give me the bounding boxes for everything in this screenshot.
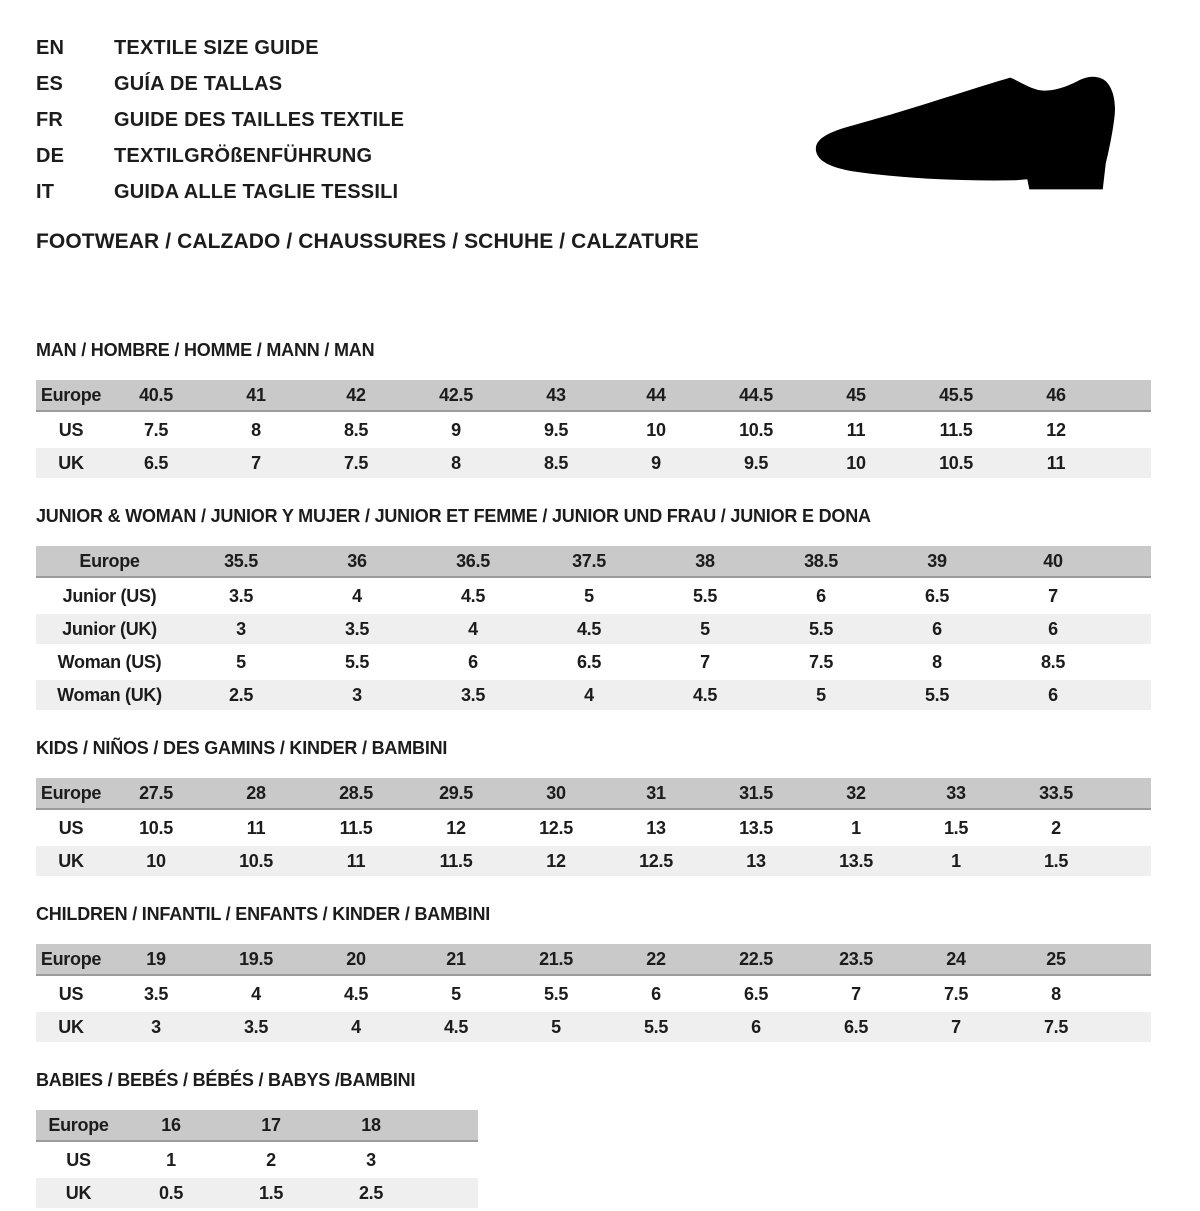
row-filler [1111,581,1151,611]
size-value: 6 [763,581,879,611]
row-filler [1111,546,1151,578]
size-value: 7 [206,448,306,478]
size-value: 7 [647,647,763,677]
row-filler [1106,1012,1151,1042]
size-value: 3 [106,1012,206,1042]
row-filler [421,1145,478,1175]
size-value: 30 [506,778,606,810]
size-value: 3.5 [206,1012,306,1042]
size-value: 44.5 [706,380,806,412]
size-value: 9.5 [706,448,806,478]
size-value: 4.5 [531,614,647,644]
row-filler [1106,415,1151,445]
size-value: 19.5 [206,944,306,976]
row-label: UK [36,846,106,876]
size-value: 36 [299,546,415,578]
size-value: 3.5 [183,581,299,611]
size-value: 23.5 [806,944,906,976]
size-value: 11 [306,846,406,876]
shoe-icon [808,64,1142,204]
size-value: 31.5 [706,778,806,810]
size-value: 38.5 [763,546,879,578]
size-value: 8 [406,448,506,478]
row-label: Europe [36,380,106,412]
language-code: ES [36,72,64,95]
size-value: 6.5 [806,1012,906,1042]
size-value: 6.5 [531,647,647,677]
size-value: 21 [406,944,506,976]
size-value: 4.5 [406,1012,506,1042]
size-value: 1.5 [221,1178,321,1208]
size-value: 1.5 [1006,846,1106,876]
size-value: 20 [306,944,406,976]
size-value: 3 [321,1145,421,1175]
size-value: 40 [995,546,1111,578]
size-value: 4 [299,581,415,611]
size-value: 33.5 [1006,778,1106,810]
size-section-junior [36,506,1150,713]
row-label: Europe [36,944,106,976]
size-value: 6.5 [106,448,206,478]
size-value: 16 [121,1110,221,1142]
size-value: 7 [806,979,906,1009]
size-section-babies [36,1070,1150,1211]
section-title-kids: KIDS / NIÑOS / DES GAMINS / KINDER / BAMBINI [36,738,448,758]
size-value: 4 [306,1012,406,1042]
size-value: 6 [995,614,1111,644]
size-value: 21.5 [506,944,606,976]
size-value: 11 [1006,448,1106,478]
row-filler [1106,846,1151,876]
table-row-kids-us [36,813,1151,843]
size-value: 12 [506,846,606,876]
size-value: 1.5 [906,813,1006,843]
size-value: 3.5 [106,979,206,1009]
row-label: US [36,415,106,445]
size-value: 1 [121,1145,221,1175]
size-value: 11.5 [406,846,506,876]
size-value: 33 [906,778,1006,810]
row-filler [1111,647,1151,677]
size-section-kids [36,738,1150,879]
table-row-babies-uk [36,1178,478,1208]
size-value: 6 [606,979,706,1009]
size-value: 13.5 [806,846,906,876]
size-value: 5 [763,680,879,710]
size-value: 3 [183,614,299,644]
size-value: 6 [879,614,995,644]
size-value: 5.5 [606,1012,706,1042]
size-value: 45.5 [906,380,1006,412]
table-row-junior-europe [36,546,1151,578]
row-filler [1106,380,1151,412]
size-value: 13 [606,813,706,843]
size-value: 12.5 [606,846,706,876]
size-value: 8.5 [506,448,606,478]
row-label: Europe [36,1110,121,1142]
size-value: 24 [906,944,1006,976]
size-value: 22 [606,944,706,976]
size-value: 5 [647,614,763,644]
size-value: 28.5 [306,778,406,810]
row-filler [1106,944,1151,976]
section-title-junior: JUNIOR & WOMAN / JUNIOR Y MUJER / JUNIOR ET FEMME / JUNIOR UND FRAU / JUNIOR E DONA [36,506,871,526]
size-value: 10 [106,846,206,876]
size-table-children [36,941,1151,1045]
size-value: 29.5 [406,778,506,810]
size-value: 31 [606,778,706,810]
size-value: 37.5 [531,546,647,578]
size-value: 9 [606,448,706,478]
size-value: 2 [1006,813,1106,843]
size-value: 11.5 [906,415,1006,445]
language-title: GUIDE DES TAILLES TEXTILE [114,108,405,131]
size-table-junior [36,543,1151,713]
size-value: 10 [806,448,906,478]
size-value: 3.5 [299,614,415,644]
size-value: 5.5 [879,680,995,710]
table-row-babies-europe [36,1110,478,1142]
size-value: 13.5 [706,813,806,843]
category-heading: FOOTWEAR / CALZADO / CHAUSSURES / SCHUHE / CALZATURE [36,230,699,253]
size-value: 8.5 [306,415,406,445]
size-value: 36.5 [415,546,531,578]
size-value: 12.5 [506,813,606,843]
language-row-en [36,30,1150,66]
section-title-man: MAN / HOMBRE / HOMME / MANN / MAN [36,340,375,360]
table-row-man-europe [36,380,1151,412]
language-code: DE [36,144,65,167]
table-row-children-us [36,979,1151,1009]
size-value: 7 [906,1012,1006,1042]
size-value: 7.5 [106,415,206,445]
table-row-junior-woman-us [36,647,1151,677]
table-row-children-uk [36,1012,1151,1042]
row-label: US [36,979,106,1009]
row-label: UK [36,1178,121,1208]
size-value: 9.5 [506,415,606,445]
size-value: 45 [806,380,906,412]
size-value: 10.5 [906,448,1006,478]
size-value: 40.5 [106,380,206,412]
size-value: 11 [806,415,906,445]
size-value: 38 [647,546,763,578]
table-row-kids-uk [36,846,1151,876]
size-value: 42.5 [406,380,506,412]
size-value: 4.5 [306,979,406,1009]
size-value: 10.5 [706,415,806,445]
size-value: 12 [1006,415,1106,445]
size-value: 44 [606,380,706,412]
size-value: 12 [406,813,506,843]
size-value: 42 [306,380,406,412]
row-label: Junior (UK) [36,614,183,644]
row-filler [1106,813,1151,843]
size-value: 18 [321,1110,421,1142]
size-value: 7.5 [763,647,879,677]
size-value: 1 [906,846,1006,876]
row-filler [1111,680,1151,710]
table-row-children-europe [36,944,1151,976]
size-value: 6 [706,1012,806,1042]
size-tables [36,340,1150,1211]
row-label: Europe [36,546,183,578]
row-label: Junior (US) [36,581,183,611]
size-value: 17 [221,1110,321,1142]
size-value: 28 [206,778,306,810]
section-title-children: CHILDREN / INFANTIL / ENFANTS / KINDER / BAMBINI [36,904,491,924]
section-title-babies: BABIES / BEBÉS / BÉBÉS / BABYS /BAMBINI [36,1070,416,1090]
row-filler [1111,614,1151,644]
size-value: 6 [415,647,531,677]
size-value: 35.5 [183,546,299,578]
size-value: 9 [406,415,506,445]
size-value: 4 [415,614,531,644]
size-value: 4 [531,680,647,710]
size-value: 13 [706,846,806,876]
size-value: 43 [506,380,606,412]
size-value: 7 [995,581,1111,611]
size-value: 5 [506,1012,606,1042]
size-value: 5.5 [647,581,763,611]
row-filler [421,1110,478,1142]
size-value: 10 [606,415,706,445]
size-value: 11.5 [306,813,406,843]
row-filler [1106,979,1151,1009]
size-section-children [36,904,1150,1045]
size-value: 7.5 [306,448,406,478]
size-value: 5 [183,647,299,677]
size-value: 3.5 [415,680,531,710]
size-value: 2.5 [183,680,299,710]
language-code: IT [36,180,55,203]
size-value: 3 [299,680,415,710]
row-label: US [36,1145,121,1175]
size-value: 8 [206,415,306,445]
size-section-man [36,340,1150,481]
size-value: 7.5 [1006,1012,1106,1042]
size-value: 8 [879,647,995,677]
size-value: 41 [206,380,306,412]
size-value: 2.5 [321,1178,421,1208]
size-value: 32 [806,778,906,810]
size-value: 8.5 [995,647,1111,677]
language-title: TEXTILE SIZE GUIDE [114,36,319,59]
size-value: 0.5 [121,1178,221,1208]
size-value: 4 [206,979,306,1009]
language-code: FR [36,108,64,131]
table-row-junior-woman-uk [36,680,1151,710]
row-label: Woman (US) [36,647,183,677]
size-value: 46 [1006,380,1106,412]
size-value: 27.5 [106,778,206,810]
size-value: 25 [1006,944,1106,976]
size-table-man [36,377,1151,481]
size-value: 7.5 [906,979,1006,1009]
row-filler [1106,778,1151,810]
language-title: GUIDA ALLE TAGLIE TESSILI [114,180,399,203]
size-value: 22.5 [706,944,806,976]
size-value: 39 [879,546,995,578]
table-row-man-us [36,415,1151,445]
table-row-man-uk [36,448,1151,478]
row-label: Woman (UK) [36,680,183,710]
size-value: 6 [995,680,1111,710]
size-table-kids [36,775,1151,879]
table-row-babies-us [36,1145,478,1175]
size-value: 19 [106,944,206,976]
size-value: 6.5 [879,581,995,611]
table-row-kids-europe [36,778,1151,810]
size-value: 5 [531,581,647,611]
size-table-babies [36,1107,478,1211]
language-code: EN [36,36,65,59]
size-value: 6.5 [706,979,806,1009]
row-label: Europe [36,778,106,810]
size-value: 1 [806,813,906,843]
language-title: GUÍA DE TALLAS [114,72,283,95]
table-row-junior-junior-uk [36,614,1151,644]
size-value: 5.5 [506,979,606,1009]
row-label: UK [36,1012,106,1042]
row-filler [421,1178,478,1208]
row-label: UK [36,448,106,478]
size-value: 10.5 [106,813,206,843]
size-value: 2 [221,1145,321,1175]
size-value: 4.5 [415,581,531,611]
table-row-junior-junior-us [36,581,1151,611]
row-label: US [36,813,106,843]
size-value: 5.5 [763,614,879,644]
size-value: 4.5 [647,680,763,710]
size-value: 11 [206,813,306,843]
size-value: 5.5 [299,647,415,677]
size-value: 10.5 [206,846,306,876]
language-title: TEXTILGRÖßENFÜHRUNG [114,144,373,167]
size-value: 8 [1006,979,1106,1009]
size-value: 5 [406,979,506,1009]
row-filler [1106,448,1151,478]
